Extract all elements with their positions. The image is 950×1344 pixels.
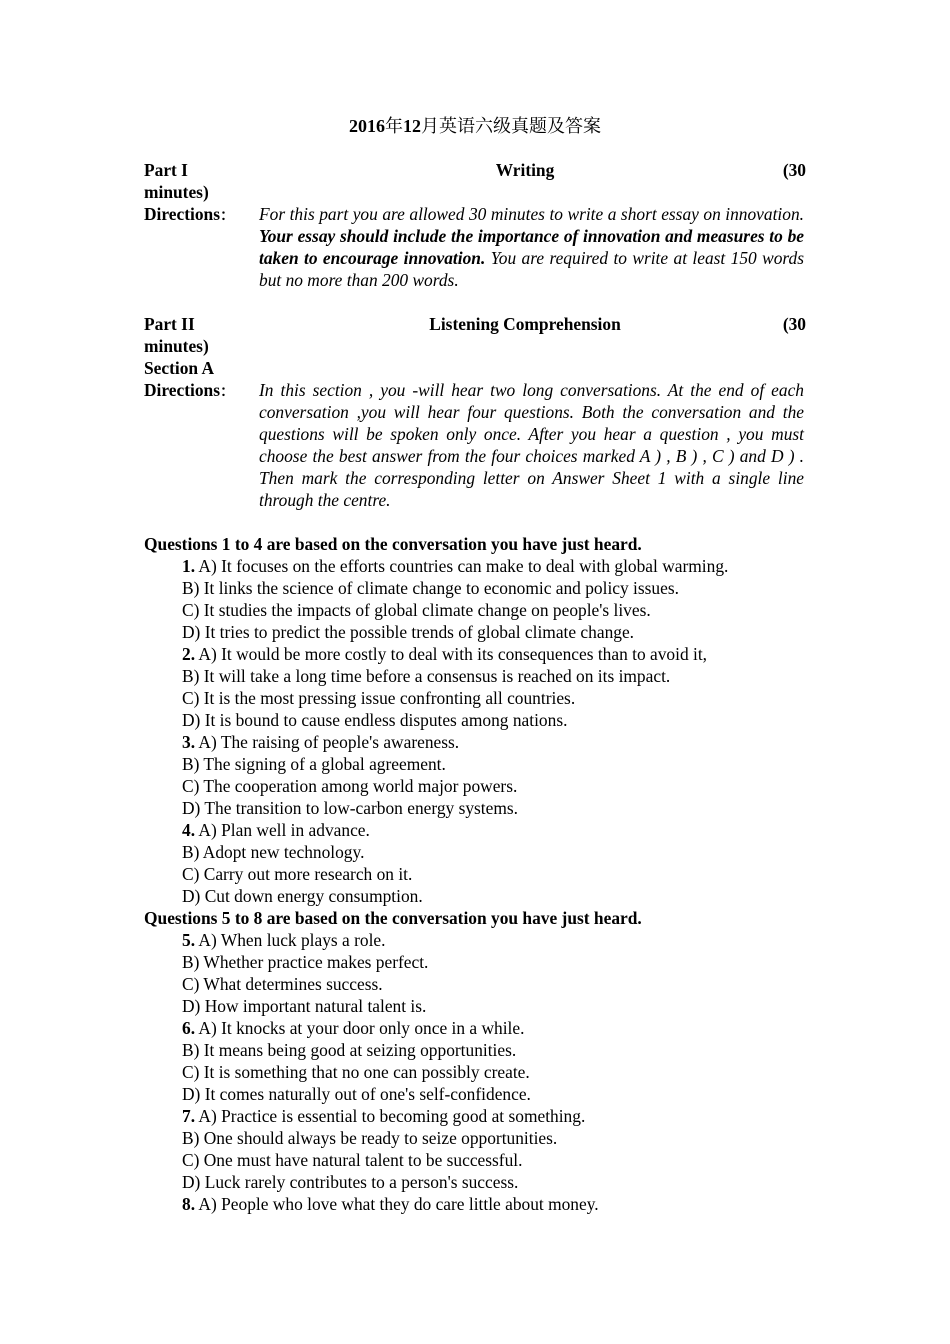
- title-nian: 年: [385, 116, 403, 136]
- part1-heading: Writing: [495, 160, 555, 180]
- question-3-option-b: B) The signing of a global agreement.: [182, 754, 446, 774]
- part2-time-close: minutes): [144, 336, 209, 356]
- part2-directions-label: Directions：: [144, 380, 236, 400]
- part1-time-open: (30: [782, 160, 806, 180]
- question-2-option-b: B) It will take a long time before a consensus is reached on its impact.: [182, 666, 671, 686]
- question-5-option-c: C) What determines success.: [182, 974, 383, 994]
- part1-directions-label: Directions：: [144, 204, 236, 224]
- question-2-option-a: 2. A) It would be more costly to deal with its consequences than to avoid it,: [182, 644, 708, 664]
- question-2-option-d: D) It is bound to cause endless disputes among nations.: [182, 710, 568, 730]
- question-5-option-a: 5. A) When luck plays a role.: [182, 930, 386, 950]
- question-4-option-c: C) Carry out more research on it.: [182, 864, 413, 884]
- title-rest: 月英语六级真题及答案: [421, 116, 601, 136]
- question-4-option-a: 4. A) Plan well in advance.: [182, 820, 370, 840]
- title-year: 2016: [349, 116, 385, 136]
- question-1-option-b: B) It links the science of climate change to economic and policy issues.: [182, 578, 679, 598]
- part2-time-open: (30: [782, 314, 806, 334]
- question-7-option-d: D) Luck rarely contributes to a person's success.: [182, 1172, 519, 1192]
- title-month: 12: [403, 116, 421, 136]
- question-1-option-a: 1. A) It focuses on the efforts countries can make to deal with global warming.: [182, 556, 729, 576]
- question-4-option-b: B) Adopt new technology.: [182, 842, 365, 862]
- question-3-option-c: C) The cooperation among world major powers.: [182, 776, 518, 796]
- part1-time-close: minutes): [144, 182, 209, 202]
- question-7-option-b: B) One should always be ready to seize opportunities.: [182, 1128, 558, 1148]
- page-title: [0, 113, 950, 139]
- question-6-option-a: 6. A) It knocks at your door only once in a while.: [182, 1018, 525, 1038]
- section-a-label: Section A: [144, 358, 215, 378]
- part1-label: Part I: [144, 160, 188, 180]
- part2-directions-text: In this section , you -will hear two long conversations. At the end of each conversation ,you will hear four questions. Both the conversation and the questions will be spoken only once. After you hear a question , you must choose the best answer from the four choices marked A ) , B ) , C ) and D ) . Then mark the corresponding letter on Answer Sheet 1 with a single line through the centre.: [259, 380, 804, 510]
- question-3-option-a: 3. A) The raising of people's awareness.: [182, 732, 460, 752]
- question-7-option-a: 7. A) Practice is essential to becoming good at something.: [182, 1106, 586, 1126]
- question-6-option-b: B) It means being good at seizing opportunities.: [182, 1040, 517, 1060]
- question-group-2-heading: Questions 5 to 8 are based on the conversation you have just heard.: [144, 908, 642, 928]
- question-8-option-a: 8. A) People who love what they do care little about money.: [182, 1194, 599, 1214]
- question-6-option-c: C) It is something that no one can possibly create.: [182, 1062, 530, 1082]
- part1-directions-text: For this part you are allowed 30 minutes to write a short essay on innovation. Your essay should include the importance of innovation and measures to be taken to encourage innovation. You are required to write at least 150 words but no more than 200 words.: [259, 204, 804, 290]
- question-5-option-b: B) Whether practice makes perfect.: [182, 952, 429, 972]
- part2-heading: Listening Comprehension: [429, 314, 621, 334]
- part2-label: Part II: [144, 314, 195, 334]
- question-1-option-d: D) It tries to predict the possible trends of global climate change.: [182, 622, 635, 642]
- question-3-option-d: D) The transition to low-carbon energy systems.: [182, 798, 518, 818]
- question-4-option-d: D) Cut down energy consumption.: [182, 886, 423, 906]
- question-2-option-c: C) It is the most pressing issue confronting all countries.: [182, 688, 576, 708]
- question-6-option-d: D) It comes naturally out of one's self-confidence.: [182, 1084, 531, 1104]
- question-1-option-c: C) It studies the impacts of global climate change on people's lives.: [182, 600, 651, 620]
- question-5-option-d: D) How important natural talent is.: [182, 996, 427, 1016]
- question-group-1-heading: Questions 1 to 4 are based on the conversation you have just heard.: [144, 534, 642, 554]
- question-7-option-c: C) One must have natural talent to be successful.: [182, 1150, 523, 1170]
